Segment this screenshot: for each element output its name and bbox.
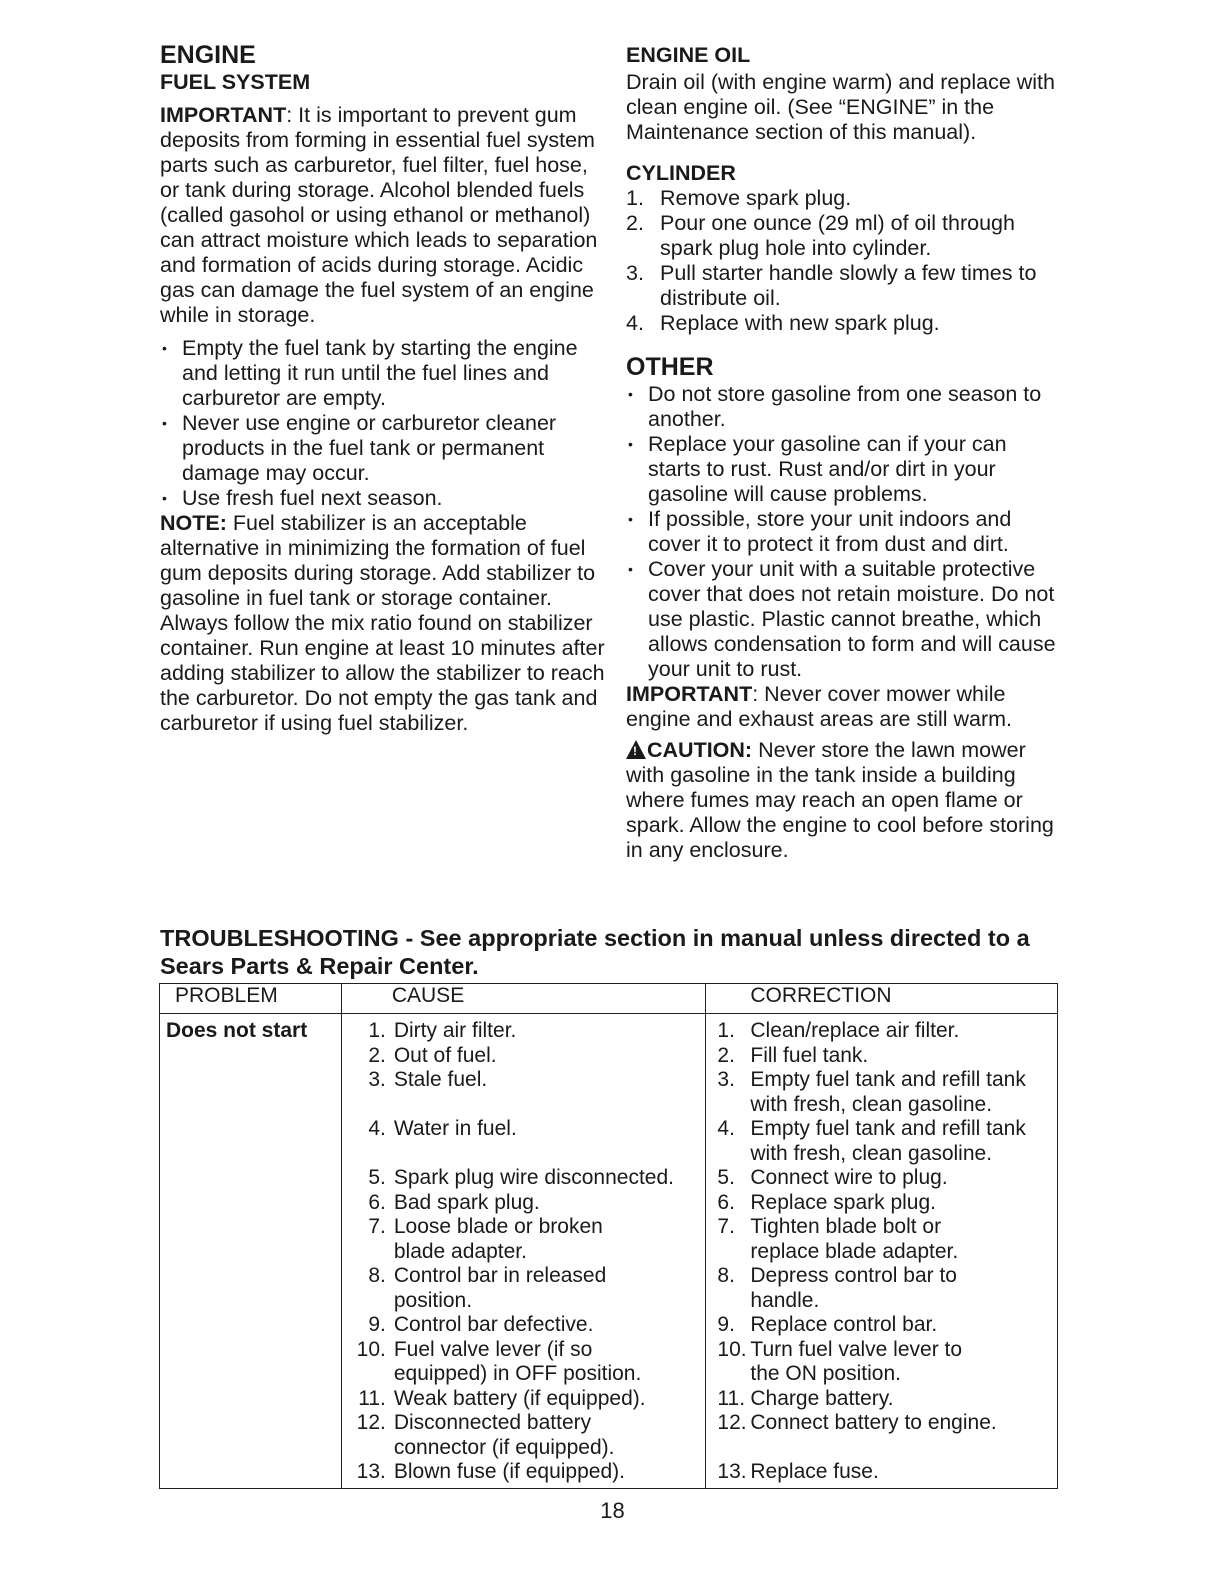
correction-cell	[706, 1014, 1058, 1489]
correction-item: 10. Turn fuel valve lever to the ON position.	[717, 1337, 963, 1385]
cause-item: 2. Out of fuel.	[368, 1043, 497, 1067]
cause-item: 7. Loose blade or broken blade adapter.	[368, 1215, 603, 1263]
page-number: 18	[600, 1498, 625, 1523]
correction-item: 7. Tighten blade bolt or replace blade adapter.	[717, 1215, 959, 1263]
other-heading: OTHER	[626, 353, 714, 381]
column-header: PROBLEM	[160, 984, 342, 1014]
correction-item: 6. Replace spark plug.	[717, 1190, 936, 1214]
engine-heading: ENGINE	[160, 41, 256, 69]
column-header: CORRECTION	[706, 984, 1058, 1014]
cause-item: 6. Bad spark plug.	[368, 1190, 540, 1214]
cause-cell	[341, 1014, 706, 1489]
list-item: • Cover your unit with a suitable protective cover that does not retain moisture. Do not use plastic. Plastic cannot breathe, which allows condensation to form and will cause your unit to rust.	[626, 557, 1056, 682]
cover-important-paragraph	[626, 682, 1056, 732]
cause-item: 9. Control bar defective.	[368, 1313, 594, 1336]
left-column	[160, 40, 605, 736]
correction-item: 8. Depress control bar to handle.	[717, 1264, 957, 1312]
note-text: Fuel stabilizer is an acceptable alternative in minimizing the formation of fuel gum deposits during storage. Add stabilizer to gasoline in fuel tank or storage container. Always follow the mix ratio found on stabilizer container. Run engine at least 10 minutes after adding stabilizer to allow the stabilizer to reach the carburetor. Do not empty the gas tank and carburetor if using fuel stabilizer.	[160, 511, 605, 735]
problem-cell: Does not start	[160, 1014, 342, 1489]
cause-item: 8. Control bar in released position.	[368, 1264, 607, 1312]
list-item: • Replace your gasoline can if your can starts to rust. Rust and/or dirt in your gasoline will cause problems.	[626, 432, 1056, 507]
cylinder-steps	[626, 186, 1056, 336]
important-label: IMPORTANT	[160, 103, 287, 127]
cause-item: 5. Spark plug wire disconnected.	[368, 1166, 675, 1189]
cause-item: 10. Fuel valve lever (if so equipped) in OFF position.	[356, 1337, 642, 1385]
correction-item: 9. Replace control bar.	[717, 1313, 938, 1336]
list-item: • If possible, store your unit indoors and cover it to protect it from dust and dirt.	[626, 507, 1056, 557]
correction-item: 13. Replace fuse.	[717, 1460, 879, 1483]
correction-item: 11. Charge battery.	[717, 1386, 894, 1410]
important-text: : Never cover mower while engine and exhaust areas are still warm.	[626, 682, 1013, 731]
fuel-important-paragraph	[160, 103, 605, 328]
cylinder-heading: CYLINDER	[626, 161, 736, 185]
list-item: • Empty the fuel tank by starting the engine and letting it run until the fuel lines and carburetor are empty.	[160, 336, 605, 411]
note-paragraph	[160, 511, 605, 736]
fuel-system-heading: FUEL SYSTEM	[160, 70, 311, 94]
other-bullet-list	[626, 382, 1056, 682]
list-item: • Use fresh fuel next season.	[160, 486, 605, 511]
correction-item: 4. Empty fuel tank and refill tank with fresh, clean gasoline.	[717, 1117, 1026, 1165]
correction-item: 1. Clean/replace air filter.	[717, 1019, 960, 1042]
caution-label: CAUTION:	[647, 738, 753, 762]
correction-item: 12. Connect battery to engine.	[717, 1411, 997, 1434]
correction-item: 5. Connect wire to plug.	[717, 1166, 948, 1189]
list-item: 2. Pour one ounce (29 ml) of oil through spark plug hole into cylinder.	[626, 211, 1015, 260]
note-label: NOTE:	[160, 511, 227, 535]
cause-item: 1. Dirty air filter.	[368, 1019, 517, 1042]
caution-text: Never store the lawn mower with gasoline in the tank inside a building where fumes may reach an open flame or spark. Allow the engine to cool before storing in any enclosure.	[626, 738, 1054, 862]
troubleshooting-heading: TROUBLESHOOTING - See appropriate section in manual unless directed to a Sears Parts & Repair Center.	[160, 925, 1030, 979]
troubleshooting-table	[159, 983, 1058, 1489]
right-column	[626, 40, 1056, 863]
caution-paragraph	[626, 738, 1056, 863]
column-header: CAUSE	[341, 984, 706, 1014]
correction-item: 3. Empty fuel tank and refill tank with fresh, clean gasoline.	[717, 1068, 1026, 1116]
engine-oil-paragraph: Drain oil (with engine warm) and replace with clean engine oil. (See “ENGINE” in the Maintenance section of this manual).	[626, 70, 1055, 144]
list-item: 1. Remove spark plug.	[626, 186, 852, 210]
engine-oil-heading: ENGINE OIL	[626, 43, 751, 67]
fuel-bullet-list	[160, 336, 605, 511]
warning-triangle-icon	[626, 740, 646, 759]
cause-item: 12. Disconnected battery connector (if equipped).	[356, 1411, 615, 1459]
important-label: IMPORTANT	[626, 682, 753, 706]
table-row	[160, 1014, 1058, 1489]
cause-item: 11. Weak battery (if equipped).	[358, 1386, 646, 1410]
list-item: • Do not store gasoline from one season to another.	[626, 382, 1056, 432]
list-item: 4. Replace with new spark plug.	[626, 311, 940, 335]
cause-item: 3. Stale fuel.	[368, 1068, 488, 1091]
cause-item: 4. Water in fuel.	[368, 1117, 517, 1140]
table-header-row	[160, 984, 1058, 1014]
cause-item: 13. Blown fuse (if equipped).	[356, 1460, 625, 1483]
list-item: 3. Pull starter handle slowly a few times to distribute oil.	[626, 261, 1037, 310]
important-text: : It is important to prevent gum deposits from forming in essential fuel system parts such as carburetor, fuel filter, fuel hose, or tank during storage. Alcohol blended fuels (called gasohol or using ethanol or methanol) can attract moisture which leads to separation and formation of acids during storage. Acidic gas can damage the fuel system of an engine while in storage.	[160, 103, 598, 327]
correction-item: 2. Fill fuel tank.	[717, 1043, 869, 1067]
list-item: • Never use engine or carburetor cleaner products in the fuel tank or permanent damage may occur.	[160, 411, 605, 486]
